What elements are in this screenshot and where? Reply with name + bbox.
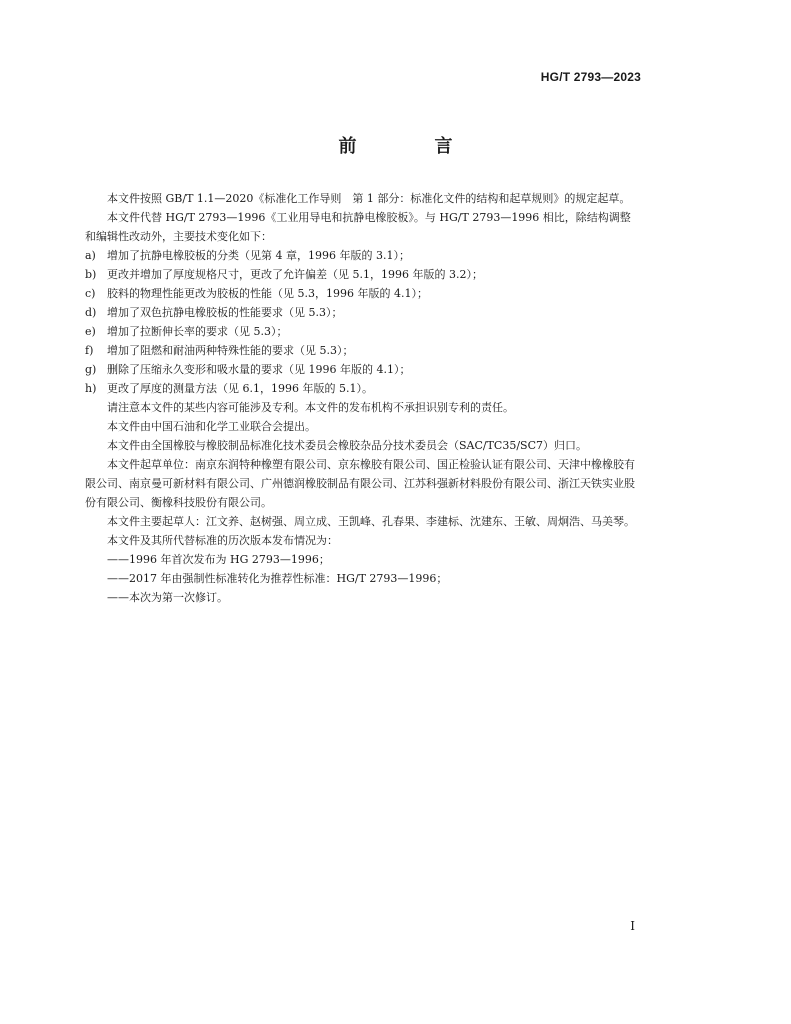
paragraph-proposer: 本文件由中国石油和化学工业联合会提出。 (107, 420, 316, 433)
history-item: ——本次为第一次修订。 (107, 591, 228, 604)
list-item (85, 303, 640, 322)
paragraph-drafting-units: 本文件起草单位：南京东润特种橡塑有限公司、京东橡胶有限公司、国正检验认证有限公司、天津中橡橡胶有限公司、南京曼可新材料有限公司、广州德润橡胶制品有限公司、江苏科强新材料股份有限公司、浙江天铁实业股份有限公司、衡橡科技股份有限公司。 (85, 458, 635, 509)
list-marker: d) (85, 306, 97, 319)
list-text: 胶料的物理性能更改为胶板的性能（见 5.3，1996 年版的 4.1）； (107, 287, 428, 300)
page-title: 前 言 (338, 136, 483, 157)
list-text: 增加了双色抗静电橡胶板的性能要求（见 5.3）； (107, 306, 343, 319)
standard-code: HG/T 2793—2023 (540, 70, 641, 84)
history-item: ——2017 年由强制性标准转化为推荐性标准：HG/T 2793—1996； (107, 572, 448, 585)
list-marker: b) (85, 268, 97, 281)
paragraph-drafters: 本文件主要起草人：江文养、赵树强、周立成、王凯峰、孔春果、李建标、沈建东、王敏、周炯浩、马美琴。 (107, 515, 635, 528)
list-marker: e) (85, 325, 96, 338)
list-text: 删除了压缩永久变形和吸水量的要求（见 1996 年版的 4.1）； (107, 363, 411, 376)
list-item (85, 284, 640, 303)
paragraph-patent-notice: 请注意本文件的某些内容可能涉及专利。本文件的发布机构不承担识别专利的责任。 (107, 401, 514, 414)
paragraph-history-intro: 本文件及其所代替标准的历次版本发布情况为： (107, 534, 338, 547)
list-text: 更改了厚度的测量方法（见 6.1，1996 年版的 5.1）。 (107, 382, 373, 395)
list-text: 增加了拉断伸长率的要求（见 5.3）； (107, 325, 288, 338)
history-item: ——1996 年首次发布为 HG 2793—1996； (107, 553, 330, 566)
list-item (85, 360, 640, 379)
list-item (85, 246, 640, 265)
list-text: 增加了阻燃和耐油两种特殊性能的要求（见 5.3）； (107, 344, 354, 357)
list-marker: a) (85, 249, 96, 262)
list-marker: h) (85, 382, 97, 395)
paragraph-drafting-rules: 本文件按照 GB/T 1.1—2020《标准化工作导则 第 1 部分：标准化文件的结构和起草规则》的规定起草。 (107, 192, 631, 205)
foreword-body (85, 189, 640, 607)
list-marker: g) (85, 363, 97, 376)
paragraph-replaces: 本文件代替 HG/T 2793—1996《工业用导电和抗静电橡胶板》。与 HG/T 2793—1996 相比，除结构调整和编辑性改动外，主要技术变化如下： (85, 211, 631, 243)
paragraph-committee: 本文件由全国橡胶与橡胶制品标准化技术委员会橡胶杂品分技术委员会（SAC/TC35/SC7）归口。 (107, 439, 588, 452)
list-item (85, 322, 640, 341)
list-marker: c) (85, 287, 96, 300)
list-text: 增加了抗静电橡胶板的分类（见第 4 章，1996 年版的 3.1）； (107, 249, 410, 262)
list-text: 更改并增加了厚度规格尺寸，更改了允许偏差（见 5.1，1996 年版的 3.2）； (107, 268, 483, 281)
list-item (85, 341, 640, 360)
list-item (85, 265, 640, 284)
page-number: I (630, 919, 635, 933)
list-item (85, 379, 640, 398)
list-marker: f) (85, 344, 94, 357)
